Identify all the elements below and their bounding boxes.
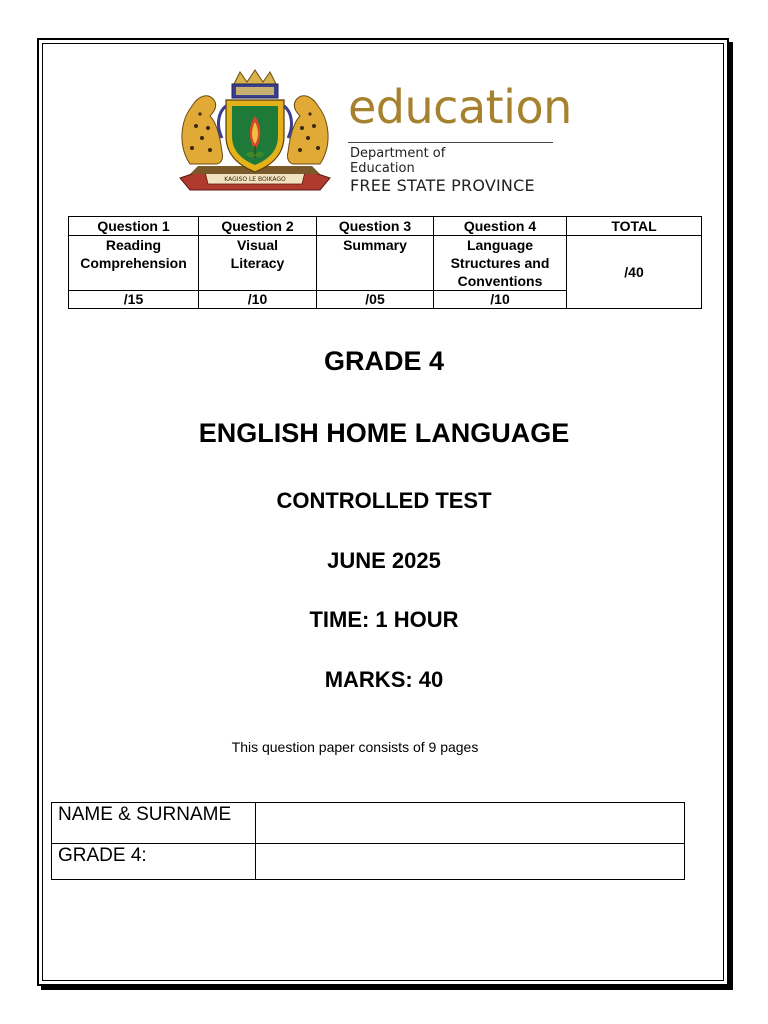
- test-type-heading: CONTROLLED TEST: [276, 488, 492, 513]
- grade-label: GRADE 4:: [52, 844, 256, 880]
- section-name-line: Comprehension: [80, 255, 187, 271]
- section-name-line: Summary: [343, 237, 407, 253]
- total-marks: /40: [567, 236, 702, 309]
- section-name-line: Reading: [105, 237, 162, 253]
- grade-heading: GRADE 4: [323, 346, 445, 376]
- department-label-line-2: Education: [350, 161, 415, 176]
- section-name-line: Language: [466, 237, 534, 253]
- page-count-note: This question paper consists of 9 pages: [231, 739, 479, 755]
- question-2-marks: /10: [199, 291, 317, 309]
- question-4-header: Question 4: [434, 217, 567, 236]
- department-label-line-1: Department of: [350, 146, 446, 161]
- learner-details-table: [51, 802, 685, 880]
- svg-text:KAGISO LE BOIKAGO: KAGISO LE BOIKAGO: [224, 176, 286, 183]
- question-4-section: [434, 236, 567, 291]
- wordmark-rule: [348, 142, 553, 143]
- question-2-header: Question 2: [199, 217, 317, 236]
- free-state-coat-of-arms-icon: [170, 66, 340, 206]
- section-name-line: Visual: [237, 237, 278, 253]
- question-4-marks: /10: [434, 291, 567, 309]
- section-name-line: Conventions: [457, 273, 543, 289]
- question-1-marks: /15: [69, 291, 199, 309]
- section-name-line: Literacy: [230, 255, 285, 271]
- date-heading: JUNE 2025: [327, 548, 441, 573]
- province-label: FREE STATE PROVINCE: [350, 176, 535, 195]
- name-surname-field[interactable]: [256, 803, 685, 844]
- question-3-section: [317, 236, 434, 291]
- question-3-header: Question 3: [317, 217, 434, 236]
- marks-heading: MARKS: 40: [324, 667, 444, 692]
- section-name-line: Structures and: [450, 255, 550, 271]
- name-surname-label: NAME & SURNAME: [52, 803, 256, 844]
- marks-allocation-table: [68, 216, 702, 309]
- subject-heading: ENGLISH HOME LANGUAGE: [198, 418, 570, 448]
- question-3-marks: /05: [317, 291, 434, 309]
- grade-field[interactable]: [256, 844, 685, 880]
- time-heading: TIME: 1 HOUR: [309, 607, 459, 632]
- question-1-header: Question 1: [69, 217, 199, 236]
- department-wordmark: education: [348, 80, 572, 134]
- total-header: TOTAL: [567, 217, 702, 236]
- question-2-section: [199, 236, 317, 291]
- question-1-section: [69, 236, 199, 291]
